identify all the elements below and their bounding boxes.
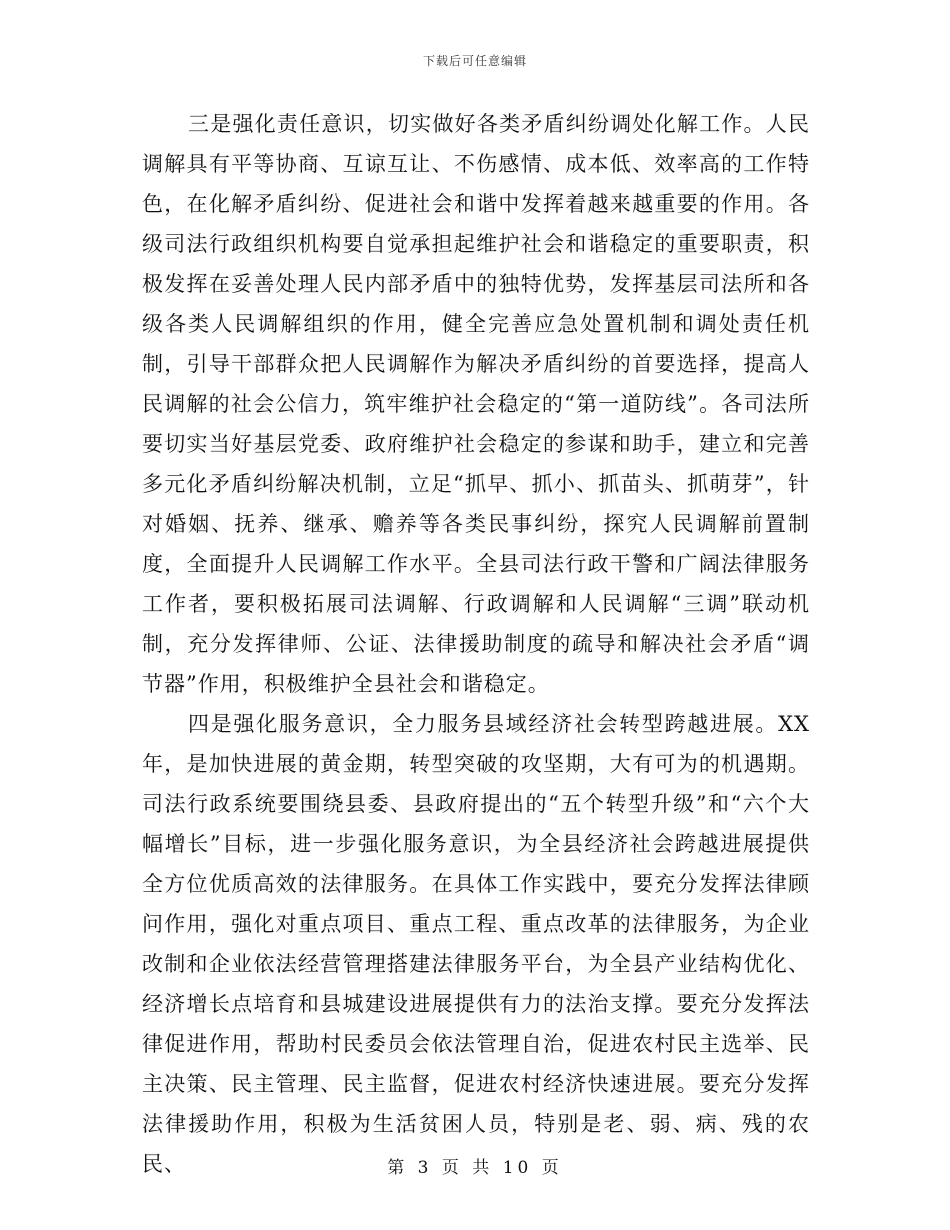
paragraph-service: 四是强化服务意识，全力服务县域经济社会转型跨越进展。XX年，是加快进展的黄金期，转型突破的攻坚期，大有可为的机遇期。司法行政系统要围绕县委、县政府提出的“五个转型升级”和“六个大幅增长”目标，进一步强化服务意识，为全县经济社会跨越进展提供全方位优质高效的法律服务。在具体工作实践中，要充分发挥法律顾问作用，强化对重点项目、重点工程、重点改革的法律服务，为企业改制和企业依法经营管理搭建法律服务平台，为全县产业结构优化、经济增长点培育和县城建设进展提供有力的法治支撑。要充分发挥法律促进作用，帮助村民委员会依法管理自治，促进农村民主选举、民主决策、民主管理、民主监督，促进农村经济快速进展。要充分发挥法律援助作用，积极为生活贫困人员，特别是老、弱、病、残的农民、 [142, 712, 810, 1176]
page-footer: 第 3 页 共 10 页 [387, 1158, 563, 1178]
document-body [142, 104, 810, 1184]
paragraph-responsibility: 三是强化责任意识，切实做好各类矛盾纠纷调处化解工作。人民调解具有平等协商、互谅互让、不伤感情、成本低、效率高的工作特色，在化解矛盾纠纷、促进社会和谐中发挥着越来越重要的作用。各级司法行政组织机构要自觉承担起维护社会和谐稳定的重要职责，积极发挥在妥善处理人民内部矛盾中的独特优势，发挥基层司法所和各级各类人民调解组织的作用，健全完善应急处置机制和调处责任机制，引导干部群众把人民调解作为解决矛盾纠纷的首要选择，提高人民调解的社会公信力，筑牢维护社会稳定的“第一道防线”。各司法所要切实当好基层党委、政府维护社会稳定的参谋和助手，建立和完善多元化矛盾纠纷解决机制，立足“抓早、抓小、抓苗头、抓萌芽”，针对婚姻、抚养、继承、赡养等各类民事纠纷，探究人民调解前置制度，全面提升人民调解工作水平。全县司法行政干警和广阔法律服务工作者，要积极拓展司法调解、行政调解和人民调解“三调”联动机制，充分发挥律师、公证、法律援助制度的疏导和解决社会矛盾“调节器”作用，积极维护全县社会和谐稳定。 [142, 112, 810, 696]
page-header: 下载后可任意编辑 [422, 54, 527, 68]
